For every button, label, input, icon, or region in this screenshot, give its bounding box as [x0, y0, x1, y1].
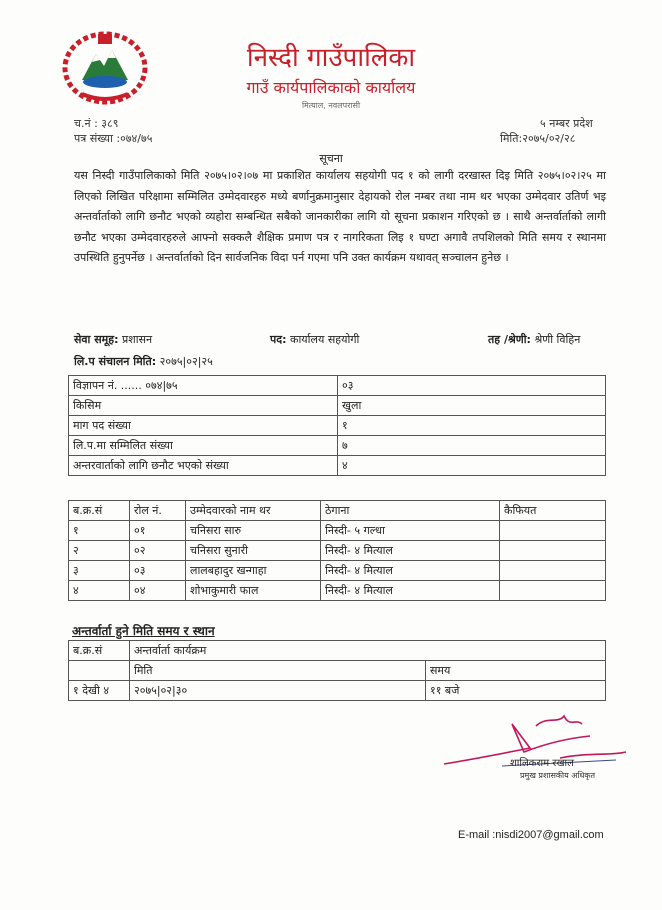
post-value: कार्यालय सहयोगी [290, 333, 360, 346]
column-header: कैफियत [500, 501, 606, 521]
level-value: श्रेणी विहिन [534, 333, 581, 346]
cell-name: शोभाकुमारी फाल [186, 581, 321, 601]
cell-sn: ४ [69, 581, 130, 601]
cell-remarks [500, 521, 606, 541]
table-row [69, 641, 606, 661]
summary-value: खुला [338, 396, 606, 416]
cell-address: निस्दी- ४ मित्याल [321, 581, 500, 601]
interview-table [68, 640, 606, 701]
date-header: मिति [130, 661, 426, 681]
service-label: सेवा समूह: [74, 333, 119, 346]
table-row [69, 681, 606, 701]
cell-address: निस्दी- ४ मित्याल [321, 541, 500, 561]
email-contact[interactable]: E-mail :nisdi2007@gmail.com [458, 829, 604, 841]
column-header: ब.क्र.सं [69, 641, 130, 661]
cell-range: १ देखी ४ [69, 681, 130, 701]
cell-address: निस्दी- ४ मित्याल [321, 561, 500, 581]
summary-value: १ [338, 416, 606, 436]
exam-value: २०७५|०२|२५ [159, 355, 213, 368]
notice-body: यस निस्दी गाउँपालिकाको मिति २०७५।०२।०७ मा प्रकाशित कार्यालय सहयोगी पद १ को लागी दरखास्त दिइ मिति २०७५।०२।२५ मा लिएको लिखित परिक्षामा सम्मिलित उम्मेदवारहरु मध्ये बर्णानुक्रमानुसार देहायको रोल नम्बर तथा नाम थर भएका उम्मेदवार उतिर्ण भइ अन्तर्वार्ताको लागि छनौट भएको व्यहोरा सम्बन्धित सबैको जानकारीका लागि यो सूचना प्रकाशन गरिएको छ । साथै अन्तर्वार्ताको लागी छनौट भएका उम्मेदवारहरुले आफ्नो सक्कलै शैक्षिक प्रमाण पत्र र नागरिकता लिइ १ घण्टा अगावै तपशिलको मिति समय र स्थानमा उपस्थिति हुनुपर्नेछ । अन्तर्वार्ताको दिन सार्वजनिक विदा पर्न गएमा पनि उक्त कार्यक्रम यथावत् सञ्चालन हुनेछ । [74, 169, 606, 264]
cell-name: चनिसरा सुनारी [186, 541, 321, 561]
candidates-table [68, 500, 606, 601]
cell-roll: ०३ [130, 561, 186, 581]
letter-date: मिति:२०७५/०२/२८ [500, 132, 576, 145]
post [270, 332, 359, 347]
summary-value: ४ [338, 456, 606, 476]
exam-date [74, 354, 213, 369]
program-header: अन्तर्वार्ता कार्यक्रम [130, 641, 606, 661]
signatory-title: प्रमुख प्रशासकीय अधिकृत [520, 771, 596, 780]
table-row [69, 581, 606, 601]
table-row [69, 396, 606, 416]
summary-label: विज्ञापन नं. ...... ०७४|७५ [69, 376, 338, 396]
cell-roll: ०१ [130, 521, 186, 541]
cell-address: निस्दी- ५ गल्धा [321, 521, 500, 541]
summary-label: अन्तरवार्ताको लागि छनौट भएको संख्या [69, 456, 338, 476]
table-row [69, 541, 606, 561]
cell-roll: ०४ [130, 581, 186, 601]
service-value: प्रशासन [121, 333, 153, 346]
column-header: रोल नं. [130, 501, 186, 521]
table-row [69, 456, 606, 476]
table-row [69, 661, 606, 681]
notice-title: सूचना [319, 152, 343, 165]
column-header: उम्मेदवारको नाम थर [186, 501, 321, 521]
signatory-name: शालिकराम रखाल [510, 758, 574, 769]
interview-heading: अन्तर्वार्ता हुने मिति समय र स्थान [72, 624, 215, 638]
cell-remarks [500, 541, 606, 561]
province-label: ५ नम्बर प्रदेश [540, 117, 593, 130]
summary-label: किसिम [69, 396, 338, 416]
cell-remarks [500, 581, 606, 601]
summary-value: ७ [338, 436, 606, 456]
table-row [69, 436, 606, 456]
column-header: ठेगाना [321, 501, 500, 521]
summary-table [68, 375, 606, 476]
level [488, 332, 580, 347]
table-row [69, 561, 606, 581]
cell-remarks [500, 561, 606, 581]
service-group [74, 332, 152, 347]
table-row [69, 376, 606, 396]
cell-name: लालबहादुर खन्गाहा [186, 561, 321, 581]
summary-label: लि.प.मा सम्मिलित संख्या [69, 436, 338, 456]
cell-roll: ०२ [130, 541, 186, 561]
ref-number: च.नं : ३८९ [74, 117, 119, 130]
cell-sn: ३ [69, 561, 130, 581]
summary-label: माग पद संख्या [69, 416, 338, 436]
level-label: तह /श्रेणी: [488, 333, 531, 346]
cell-date: २०७५|०२|३० [130, 681, 426, 701]
summary-value: ०३ [338, 376, 606, 396]
cell-time: ११ बजे [426, 681, 606, 701]
office-address: मित्याल, नवलपरासी [301, 101, 361, 110]
table-row [69, 521, 606, 541]
time-header: समय [426, 661, 606, 681]
letter-number: पत्र संख्या :०७४/७५ [74, 132, 153, 145]
office-title: निस्दी गाउँपालिका [246, 43, 416, 73]
cell-name: चनिसरा सारु [186, 521, 321, 541]
post-label: पद: [270, 333, 287, 346]
office-subtitle: गाउँ कार्यपालिकाको कार्यालय [246, 78, 416, 97]
exam-label: लि.प संचालन मिति: [74, 355, 157, 368]
table-row [69, 416, 606, 436]
empty-cell [69, 661, 130, 681]
table-header-row [69, 501, 606, 521]
cell-sn: २ [69, 541, 130, 561]
cell-sn: १ [69, 521, 130, 541]
column-header: ब.क्र.सं [69, 501, 130, 521]
